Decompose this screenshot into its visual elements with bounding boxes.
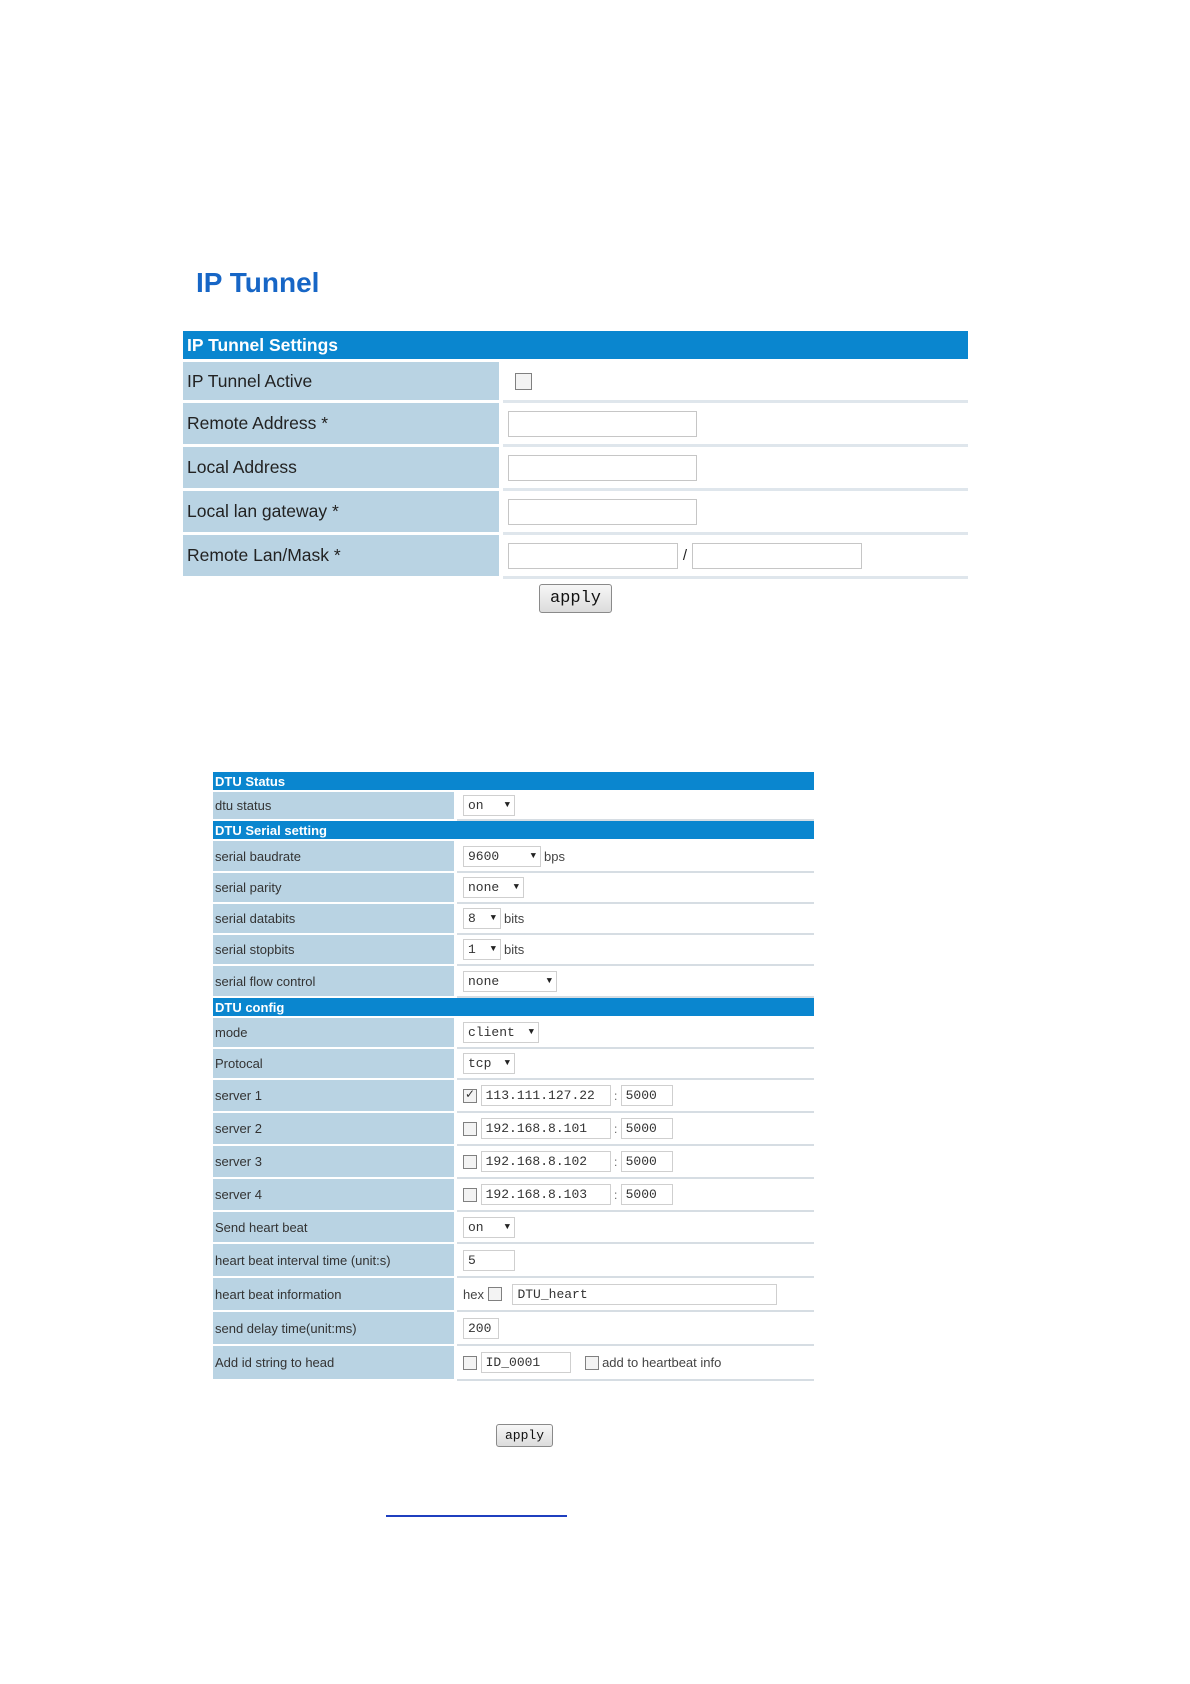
server-2-port-input[interactable]: 5000 [621, 1118, 673, 1139]
serial-flow-control-select[interactable] [463, 971, 557, 992]
serial-flow-control-label: serial flow control [213, 965, 456, 997]
chevron-down-icon: ▼ [528, 1027, 534, 1037]
add-id-checkbox[interactable] [463, 1356, 477, 1370]
dtu-settings-table [213, 772, 814, 1381]
serial-parity-label: serial parity [213, 872, 456, 903]
server-3-label: server 3 [213, 1145, 456, 1178]
heartbeat-info-input[interactable]: DTU_heart [512, 1284, 777, 1305]
mode-select[interactable] [463, 1022, 539, 1043]
mode-value: client [468, 1025, 515, 1040]
dtu-config-header: DTU config [213, 997, 814, 1017]
dtu-serial-header: DTU Serial setting [213, 820, 814, 840]
stopbits-unit: bits [504, 942, 525, 957]
heartbeat-interval-input[interactable]: 5 [463, 1250, 515, 1271]
ip-tunnel-apply-button[interactable]: apply [539, 584, 612, 613]
baudrate-unit: bps [544, 848, 565, 864]
add-to-heartbeat-label: add to heartbeat info [602, 1355, 722, 1370]
protocol-label: Protocal [213, 1048, 456, 1079]
server-4-port-input[interactable]: 5000 [621, 1184, 673, 1205]
serial-stopbits-value: 1 [468, 942, 476, 957]
chevron-down-icon: ▼ [504, 800, 510, 810]
heartbeat-interval-label: heart beat interval time (unit:s) [213, 1243, 456, 1277]
server-3-port-input[interactable]: 5000 [621, 1151, 673, 1172]
add-id-input[interactable]: ID_0001 [481, 1352, 571, 1373]
serial-stopbits-label: serial stopbits [213, 934, 456, 965]
local-lan-gateway-input[interactable] [508, 499, 697, 525]
chevron-down-icon: ▼ [490, 944, 496, 954]
protocol-value: tcp [468, 1056, 492, 1071]
serial-databits-select[interactable] [463, 908, 501, 929]
remote-address-input[interactable] [508, 411, 697, 437]
link-underline[interactable] [386, 1515, 567, 1517]
databits-unit: bits [504, 911, 525, 926]
send-heartbeat-select[interactable] [463, 1217, 515, 1238]
heartbeat-info-label: heart beat information [213, 1277, 456, 1311]
add-to-heartbeat-checkbox[interactable] [585, 1356, 599, 1370]
chevron-down-icon: ▼ [504, 1058, 510, 1068]
server-4-checkbox[interactable] [463, 1188, 477, 1202]
add-id-label: Add id string to head [213, 1345, 456, 1380]
chevron-down-icon: ▼ [530, 850, 536, 861]
ip-tunnel-settings-table [183, 331, 968, 579]
dtu-status-label: dtu status [213, 791, 456, 820]
port-separator: : [613, 1187, 618, 1202]
server-4-address-input[interactable]: 192.168.8.103 [481, 1184, 611, 1205]
ip-tunnel-active-checkbox[interactable] [515, 373, 532, 390]
server-2-checkbox[interactable] [463, 1122, 477, 1136]
page-title: IP Tunnel [196, 267, 320, 298]
server-4-label: server 4 [213, 1178, 456, 1211]
remote-lan-mask-label: Remote Lan/Mask * [183, 534, 501, 578]
send-delay-label: send delay time(unit:ms) [213, 1311, 456, 1345]
mode-label: mode [213, 1017, 456, 1048]
chevron-down-icon: ▼ [546, 975, 552, 986]
serial-parity-select[interactable] [463, 877, 524, 898]
port-separator: : [613, 1121, 618, 1136]
local-lan-gateway-label: Local lan gateway * [183, 490, 501, 534]
local-address-input[interactable] [508, 455, 697, 481]
server-1-port-input[interactable]: 5000 [621, 1085, 673, 1106]
hex-label: hex [463, 1286, 484, 1302]
remote-address-label: Remote Address * [183, 402, 501, 446]
port-separator: : [613, 1088, 618, 1103]
send-delay-input[interactable]: 200 [463, 1318, 499, 1339]
send-heartbeat-label: Send heart beat [213, 1211, 456, 1243]
serial-databits-value: 8 [468, 911, 476, 926]
chevron-down-icon: ▼ [513, 882, 519, 892]
ip-tunnel-active-label: IP Tunnel Active [183, 361, 501, 402]
chevron-down-icon: ▼ [490, 913, 496, 923]
remote-lan-input[interactable] [508, 543, 678, 569]
serial-baudrate-select[interactable] [463, 846, 541, 867]
section-header: IP Tunnel Settings [183, 331, 968, 361]
send-heartbeat-value: on [468, 1219, 484, 1235]
port-separator: : [613, 1154, 618, 1169]
serial-parity-value: none [468, 880, 500, 895]
dtu-status-select[interactable] [463, 795, 515, 816]
protocol-select[interactable] [463, 1053, 515, 1074]
serial-databits-label: serial databits [213, 903, 456, 934]
server-3-checkbox[interactable] [463, 1155, 477, 1169]
dtu-status-header: DTU Status [213, 772, 814, 791]
chevron-down-icon: ▼ [504, 1221, 510, 1232]
server-3-address-input[interactable]: 192.168.8.102 [481, 1151, 611, 1172]
server-2-address-input[interactable]: 192.168.8.101 [481, 1118, 611, 1139]
dtu-apply-button[interactable]: apply [496, 1424, 553, 1447]
server-1-label: server 1 [213, 1079, 456, 1112]
dtu-status-value: on [468, 798, 484, 813]
server-1-checkbox[interactable] [463, 1089, 477, 1103]
serial-flow-control-value: none [468, 973, 500, 989]
server-2-label: server 2 [213, 1112, 456, 1145]
serial-baudrate-label: serial baudrate [213, 840, 456, 872]
serial-baudrate-value: 9600 [468, 848, 500, 864]
local-address-label: Local Address [183, 446, 501, 490]
hex-checkbox[interactable] [488, 1287, 502, 1301]
lan-mask-separator: / [682, 547, 688, 564]
server-1-address-input[interactable]: 113.111.127.22 [481, 1085, 611, 1106]
serial-stopbits-select[interactable] [463, 939, 501, 960]
remote-mask-input[interactable] [692, 543, 862, 569]
